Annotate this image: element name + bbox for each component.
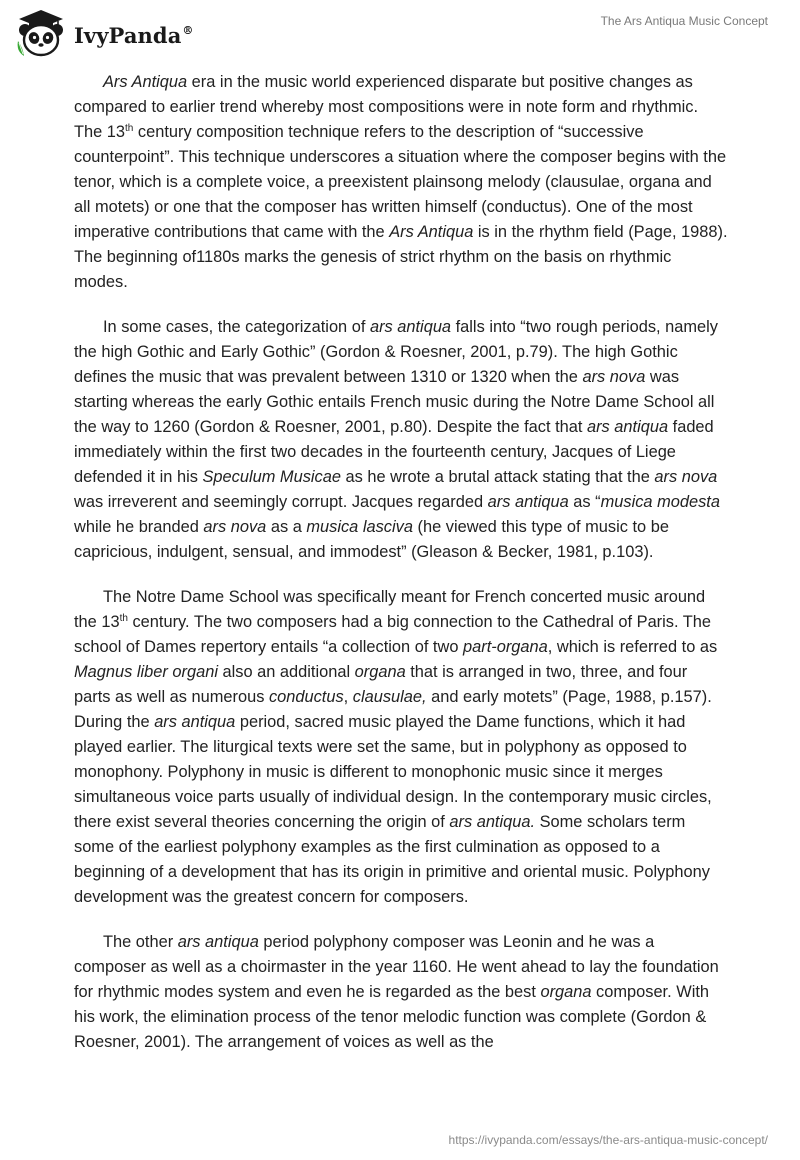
text-run: composer. With his work, the elimination process of the tenor melodic function was complete (Gordon & Roesner, 2001). The arrangement of voices as well as the (74, 983, 710, 1051)
text-run: century composition technique refers to the description of “successive counterpoint”. This technique underscores a situation where the composer begins with the tenor, which is a complete voice, a preexistent plainsong melody (clausulae, organa and all motets) or one that the composer has written himself (conductus). One of the most imperative contributions that came with the (74, 123, 727, 241)
italic-text: musica modesta (600, 493, 720, 511)
text-run: is in the rhythm field (Page, 1988). The beginning of1180s marks the genesis of strict rhythm on the basis on rhythmic modes. (74, 223, 728, 291)
text-run: that is arranged in two, three, and four parts as well as numerous (74, 663, 688, 706)
text-run: The Notre Dame School was specifically meant for French concerted music around the 13 (74, 588, 706, 631)
text-run: was starting whereas the early Gothic entails French music during the Notre Dame School all the way to 1260 (Gordon & Roesner, 2001, p.80). Despite the fact that (74, 368, 715, 436)
italic-text: ars antiqua (177, 933, 259, 951)
text-run: , which is referred to as (547, 638, 718, 656)
italic-text: ars antiqua (369, 318, 452, 336)
text-run: and early motets” (Page, 1988, p.157). During the (74, 688, 712, 731)
paragraph-1 (74, 70, 728, 295)
italic-text: ars nova (203, 518, 267, 536)
text-run: while he branded (74, 518, 204, 536)
essay-body (74, 70, 728, 1075)
text-run: Some scholars term some of the earliest polyphony examples as the first culmination as opposed to a beginning of a development that has its origin in primitive and oriental music. Polyphony development was the greatest concern for composers. (74, 813, 710, 906)
source-url[interactable]: https://ivypanda.com/essays/the-ars-antiqua-music-concept/ (448, 1133, 768, 1147)
page-header (0, 0, 800, 64)
text-run: also an additional (217, 663, 355, 681)
text-run: period, sacred music played the Dame functions, which it had played earlier. The liturgical texts were set the same, but in polyphony as opposed to monophony. Polyphony in music is different to monophonic music since it merges simultaneous voice parts usually of individual design. In the contemporary music circles, there exist several theories concerning the origin of (74, 713, 712, 831)
panda-graduate-icon (14, 8, 68, 58)
italic-text: clausulae, (352, 688, 427, 706)
italic-text: ars nova (582, 368, 646, 386)
text-run: was irreverent and seemingly corrupt. Jacques regarded (74, 493, 488, 511)
italic-text: part-organa (463, 638, 548, 656)
italic-text: Ars Antiqua (389, 223, 474, 241)
italic-text: ars antiqua (586, 418, 669, 436)
italic-text: ars antiqua (487, 493, 569, 511)
italic-text: musica lasciva (306, 518, 413, 536)
document-title: The Ars Antiqua Music Concept (600, 14, 768, 28)
brand-name: IvyPanda® (74, 22, 194, 48)
italic-text: organa (354, 663, 406, 681)
paragraph-4 (74, 930, 728, 1055)
superscript-text: th (125, 123, 134, 134)
text-run: as “ (568, 493, 601, 511)
text-run: as he wrote a brutal attack stating that the (340, 468, 655, 486)
italic-text: Speculum Musicae (202, 468, 341, 486)
italic-text: ars antiqua. (449, 813, 536, 831)
italic-text: Magnus liber organi (74, 663, 218, 681)
italic-text: ars antiqua (154, 713, 236, 731)
italic-text: Ars Antiqua (103, 73, 188, 91)
text-run: era in the music world experienced disparate but positive changes as compared to earlier trend whereby most compositions were in note form and rhythmic. The 13 (74, 73, 699, 141)
text-run: falls into “two rough periods, namely the high Gothic and Early Gothic” (Gordon & Roesner, 2001, p.79). The high Gothic defines the music that was prevalent between 1310 or 1320 when the (74, 318, 718, 386)
text-run: century. The two composers had a big connection to the Cathedral of Paris. The school of Dames repertory entails “a collection of two (74, 613, 712, 656)
text-run: The other (103, 933, 178, 951)
paragraph-2 (74, 315, 728, 565)
superscript-text: th (119, 613, 128, 624)
italic-text: conductus (268, 688, 344, 706)
text-run: (he viewed this type of music to be capricious, indulgent, sensual, and immodest” (Gleason & Becker, 1981, p.103). (74, 518, 669, 561)
text-run: In some cases, the categorization of (103, 318, 370, 336)
text-run: as a (266, 518, 307, 536)
text-run: faded immediately within the first two decades in the fourteenth century, Jacques of Liege defended it in his (74, 418, 714, 486)
text-run: , (343, 688, 353, 706)
italic-text: organa (540, 983, 592, 1001)
paragraph-3 (74, 585, 728, 910)
text-run: period polyphony composer was Leonin and he was a composer as well as a choirmaster in the year 1160. He went ahead to lay the foundation for rhythmic modes system and even he is regarded as the best (74, 933, 719, 1001)
ivypanda-logo[interactable] (14, 8, 194, 58)
italic-text: ars nova (654, 468, 718, 486)
